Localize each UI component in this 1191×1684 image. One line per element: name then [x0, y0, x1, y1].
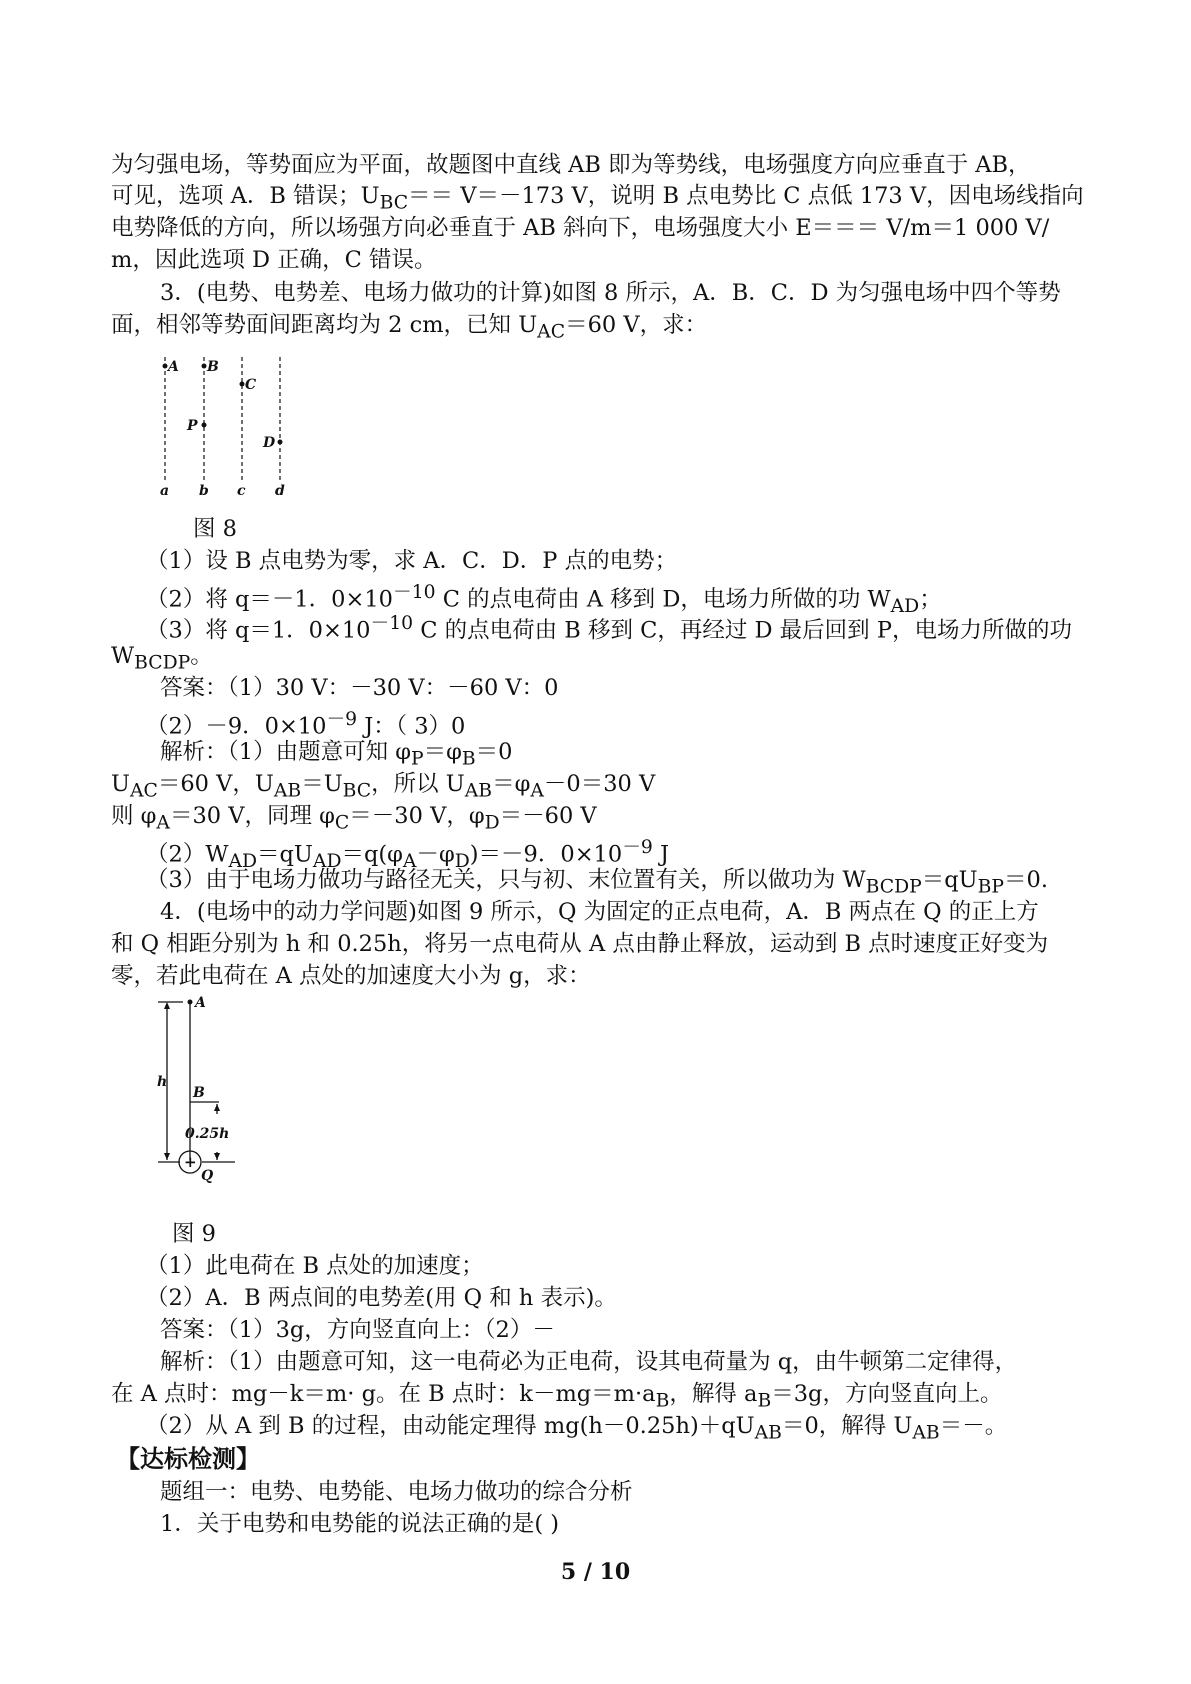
plus-sign: + [184, 1153, 197, 1171]
text-line: 3．(电势、电势差、电场力做功的计算)如图 8 所示，A．B．C．D 为匀强电场中四个等势 [160, 280, 1061, 306]
point-C [240, 382, 245, 387]
text-line: $(2)W_{AD}=qU_{AD}=q(\varphi_A-\varphi_D)=-9$．$0\times 10^{-9}$ J [146, 837, 670, 872]
text-line: （3）将 q＝1．$0\times 10^{-10}$ C 的点电荷由 B 移到 C，再经过 D 最后回到 P，电场力所做的功 [146, 613, 1072, 644]
label-b: b [199, 483, 209, 499]
text-line: （3）由于电场力做功与路径无关，只与初、末位置有关，所以做功为 $W_{BCDP}=qU_{BP}=0$. [146, 867, 1048, 898]
point-P [202, 423, 207, 428]
figure-8-caption: 图 8 [193, 516, 237, 542]
label-B: B [193, 1085, 205, 1101]
label-P: P [187, 418, 198, 434]
text-line: 零，若此电荷在 A 点处的加速度大小为 g，求： [111, 963, 591, 989]
figure-9-point-charge-diagram [155, 994, 255, 1186]
figure-8-equipotential-diagram [150, 352, 290, 500]
label-B: B [207, 359, 219, 375]
text-line: 4．(电场中的动力学问题)如图 9 所示，Q 为固定的正点电荷，A．B 两点在 Q 的正上方 [160, 899, 1039, 925]
text-line: 答案：（1）30 V：－30 V：－60 V：0 [160, 675, 559, 701]
text-line: $W_{BCDP}$。 [111, 643, 213, 674]
text-line: （2）－9．$0\times 10^{-9}$ J：（ 3）0 [146, 709, 466, 740]
point-A [163, 364, 168, 369]
text-line: （1）设 B 点电势为零，求 A．C．D．P 点的电势； [146, 548, 678, 574]
text-line: 和 Q 相距分别为 h 和 0.25h，将另一点电荷从 A 点由静止释放，运动到 B 点时速度正好变为 [111, 931, 1049, 957]
point-A [188, 1000, 193, 1005]
figure-9-caption: 图 9 [172, 1221, 216, 1247]
text-line: 电势降低的方向，所以场强方向必垂直于 AB 斜向下，电场强度大小 E＝＝＝ V/m＝1 000 V/ [111, 215, 1050, 241]
text-line: （2）将 q＝－1．$0\times 10^{-10}$ C 的点电荷由 A 移到 D，电场力所做的功 $W_{AD}$； [146, 582, 942, 617]
text-line: 题组一：电势、电势能、电场力做功的综合分析 [160, 1479, 633, 1505]
text-line: 在 A 点时：mg－k＝m· g。在 B 点时：$k-mg=m\cdot a_B$，解得 $a_B=3g$，方向竖直向上。 [111, 1381, 1003, 1412]
text-line: （1）此电荷在 B 点处的加速度； [146, 1253, 484, 1279]
text-line: m，因此选项 D 正确，C 错误。 [111, 247, 437, 273]
point-B [202, 364, 207, 369]
label-0.25h: 0.25h [185, 1126, 230, 1142]
text-line: 为匀强电场，等势面应为平面，故题图中直线 AB 即为等势线，电场强度方向应垂直于 AB， [111, 152, 1031, 178]
text-line: 可见，选项 A．B 错误；$U_{BC}== V=-173$ V，说明 B 点电势比 C 点低 173 V，因电场线指向 [111, 183, 1084, 214]
text-line: 1．关于电势和电势能的说法正确的是( ) [160, 1511, 560, 1537]
text-line: （2）A．B 两点间的电势差(用 Q 和 h 表示)。 [146, 1285, 617, 1311]
text-line: （2）从 A 到 B 的过程，由动能定理得 $mg(h-0.25h)+qU_{AB}=0$，解得 $U_{AB}=-$。 [146, 1413, 1008, 1444]
text-line: 则 $\varphi_A=30$ V，同理 $\varphi_C=-30$ V，$\varphi_D=-60$ V [111, 803, 597, 834]
label-C: C [245, 377, 257, 393]
label-h: h [157, 1074, 168, 1090]
point-D [278, 440, 283, 445]
label-A: A [195, 995, 206, 1011]
label-D: D [263, 435, 276, 451]
text-line: 解析：（1）由题意可知 $\varphi_P=\varphi_B=0$ [160, 739, 513, 770]
page-number: 5 / 10 [560, 1559, 631, 1585]
label-A: A [168, 359, 179, 375]
text-line: $U_{AC}=60$ V，$U_{AB}=U_{BC}$，所以 $U_{AB}=\varphi_A-0=30$ V [111, 771, 656, 802]
label-c: c [237, 483, 246, 499]
text-line: 答案：（1）3g，方向竖直向上：（2）－ [160, 1317, 555, 1343]
label-d: d [275, 483, 285, 499]
section-heading: 【达标检测】 [116, 1444, 260, 1473]
text-line: 解析：（1）由题意可知，这一电荷必为正电荷，设其电荷量为 q，由牛顿第二定律得， [160, 1349, 1018, 1375]
label-Q: Q [201, 1168, 214, 1184]
label-a: a [160, 483, 170, 499]
text-line: 面，相邻等势面间距离均为 2 cm，已知 $U_{AC}=60$ V，求： [111, 312, 708, 343]
